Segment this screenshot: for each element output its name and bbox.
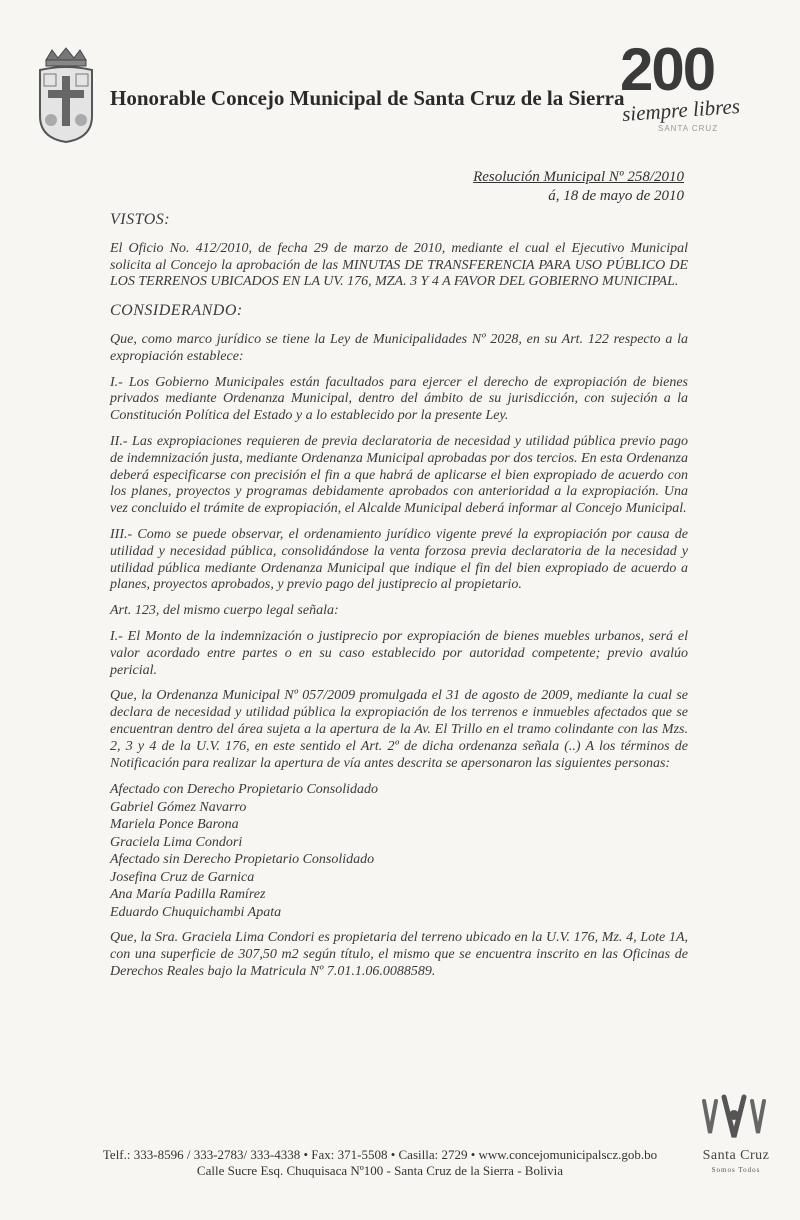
list-item: Afectado sin Derecho Propietario Consolidado xyxy=(110,852,375,868)
list-item: Graciela Lima Condori xyxy=(110,834,243,850)
list-item: Josefina Cruz de Garnica xyxy=(110,869,255,885)
paragraph: Que, como marco jurídico se tiene la Ley de Municipalidades Nº 2028, en su Art. 122 respecto a la expropiación establece: xyxy=(110,331,688,364)
paragraph: III.- Como se puede observar, el ordenamiento jurídico vigente prevé la expropiación por causa de utilidad y necesidad pública, consolidándose la venta forzosa previa declaratoria de la necesidad y utilidad pública mediante Ordenanza Municipal que indique el fin del bien expropiado de acuerdo a planes, proyectos aprobados, y previo pago del justiprecio al propietario. xyxy=(110,526,688,593)
list-item: Eduardo Chuquichambi Apata xyxy=(110,904,282,920)
anniversary-number: 200 xyxy=(620,36,715,103)
bicentennial-logo xyxy=(606,36,766,140)
footer-address: Calle Sucre Esq. Chuquisaca Nº100 - Santa Cruz de la Sierra - Bolivia xyxy=(196,1163,564,1178)
list-item: Gabriel Gómez Navarro xyxy=(110,799,247,815)
document-body xyxy=(110,212,688,990)
santa-cruz-logo-subtext: Somos Todos xyxy=(711,1166,761,1174)
resolution-date: á, 18 de mayo de 2010 xyxy=(548,188,684,204)
paragraph: Art. 123, del mismo cuerpo legal señala: xyxy=(110,603,339,619)
list-item: Mariela Ponce Barona xyxy=(110,817,239,833)
paragraph: I.- El Monto de la indemnización o justiprecio por expropiación de bienes muebles urbanos, será el valor acordado entre partes o en su caso establecido por autoridad competente; previo avalúo pericial. xyxy=(110,628,688,678)
paragraph: Que, la Sra. Graciela Lima Condori es propietaria del terreno ubicado en la U.V. 176, Mz. 4, Lote 1A, con una superficie de 307,50 m2 según título, el mismo que se encuentra inscrito en las Oficinas de Derechos Reales bajo la Matricula Nº 7.01.1.06.0088589. xyxy=(110,930,688,979)
anniversary-slogan: siempre libres xyxy=(621,93,741,127)
list-item: Ana María Padilla Ramírez xyxy=(110,887,266,903)
municipal-crest-logo xyxy=(36,46,96,144)
organization-title: Honorable Concejo Municipal de Santa Cruz de la Sierra xyxy=(110,86,625,110)
santa-cruz-logo-text: Santa Cruz xyxy=(702,1148,770,1163)
resolution-title: Resolución Municipal Nº 258/2010 xyxy=(473,169,684,185)
paragraph: Que, la Ordenanza Municipal Nº 057/2009 promulgada el 31 de agosto de 2009, mediante la cual se declara de necesidad y utilidad pública la expropiación de los terrenos e inmuebles afectados que se encuentran dentro del área sujeta a la apertura de la Av. El Trillo en el tramo colindante con las Mzs. 2, 3 y 4 de la U.V. 176, en este sentido el Art. 2º de dicha ordenanza señala (..) A los términos de Notificación para realizar la apertura de vía antes descrita se apersonaron las siguientes personas: xyxy=(110,688,688,771)
vistos-heading: VISTOS: xyxy=(110,211,171,228)
paragraph: II.- Las expropiaciones requieren de previa declaratoria de necesidad y utilidad pública previo pago de indemnización justa, mediante Ordenanza Municipal aprobadas por dos tercios. En esta Ordenanza deberá especificarse con precisión el fin a que habrá de aplicarse el bien expropiado de acuerdo con los planes, proyectos y programas debidamente aprobados con anterioridad a la expropiación. Una vez concluido el trámite de expropiación, el Alcalde Municipal deberá informar al Concejo Municipal. xyxy=(110,433,688,517)
anniversary-small-text: SANTA CRUZ xyxy=(658,124,719,133)
affected-persons-list xyxy=(110,781,688,921)
vistos-paragraph: El Oficio No. 412/2010, de fecha 29 de marzo de 2010, mediante el cual el Ejecutivo Municipal solicita al Concejo la aprobación de las MINUTAS DE TRANSFERENCIA PARA USO PÚBLICO DE LOS TERRENOS UBICADOS EN LA UV. 176, MZA. 3 Y 4 A FAVOR DEL GOBIERNO MUNICIPAL. xyxy=(110,240,688,290)
paragraph: I.- Los Gobierno Municipales están facultados para ejercer el derecho de expropiación de bienes privados mediante Ordenanza Municipal, dentro del ámbito de su jurisdicción, con sujeción a la Constitución Política del Estado y a lo establecido por la presente Ley. xyxy=(110,374,688,424)
considerando-heading: CONSIDERANDO: xyxy=(110,302,243,320)
list-item: Afectado con Derecho Propietario Consolidado xyxy=(110,782,379,798)
resolution-reference xyxy=(473,168,684,206)
footer-contact: Telf.: 333-8596 / 333-2783/ 333-4338 • Fax: 371-5508 • Casilla: 2729 • www.concejomunicipalscz.gob.bo xyxy=(102,1147,658,1162)
